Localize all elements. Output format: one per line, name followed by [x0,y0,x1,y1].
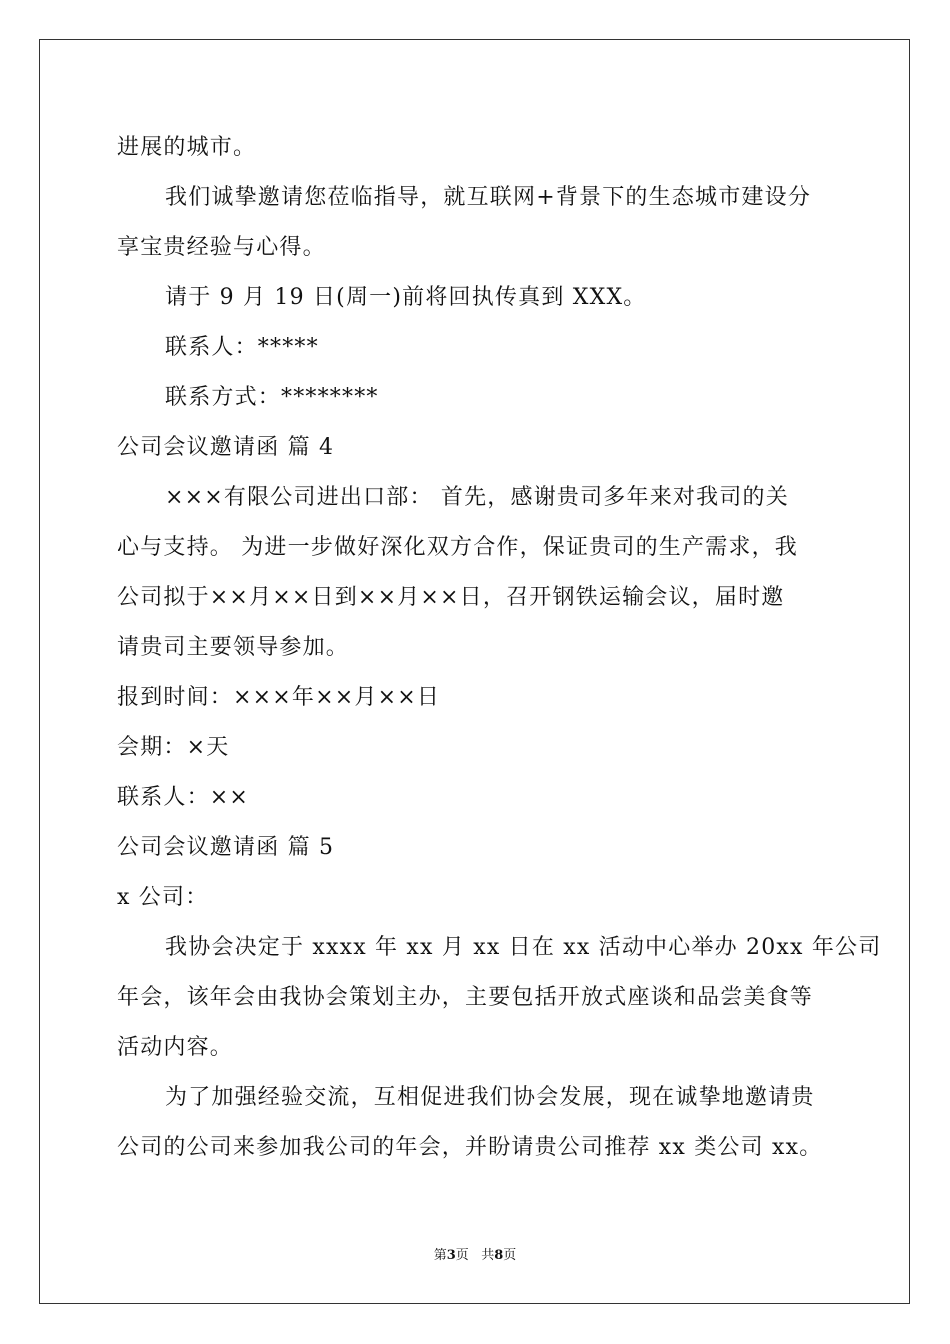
meeting-duration-line: 会期：×天 [117,735,230,760]
footer-page-unit: 页 [455,1248,469,1263]
paragraph-line: 活动内容。 [117,1035,234,1060]
footer-prefix: 第 [433,1248,447,1263]
total-pages-number: 8 [494,1248,504,1263]
paragraph-line: 年会，该年会由我协会策划主办，主要包括开放式座谈和品尝美食等 [117,985,814,1010]
section-heading: 公司会议邀请函 篇 4 [117,435,335,460]
contact-person-line: 联系人：***** [165,335,319,360]
paragraph-line: 为了加强经验交流，互相促进我们协会发展，现在诚挚地邀请贵 [165,1085,815,1110]
paragraph-line: 我协会决定于 xxxx 年 xx 月 xx 日在 xx 活动中心举办 20xx 年公司 [165,935,882,960]
salutation-line: x 公司： [117,885,209,910]
contact-method-line: 联系方式：******** [165,385,379,410]
footer-total-prefix: 共 [481,1248,495,1263]
paragraph-line: 进展的城市。 [117,135,257,160]
paragraph-line: 请于 9 月 19 日(周一)前将回执传真到 XXX。 [165,285,647,310]
section-heading: 公司会议邀请函 篇 5 [117,835,335,860]
current-page-number: 3 [446,1248,456,1263]
page-border [39,39,910,1304]
paragraph-line: 我们诚挚邀请您莅临指导，就互联网+背景下的生态城市建设分 [165,185,812,210]
paragraph-line: 享宝贵经验与心得。 [117,235,326,260]
report-time-line: 报到时间：×××年××月××日 [117,685,441,710]
paragraph-line: ×××有限公司进出口部： 首先，感谢贵司多年来对我司的关 [165,485,789,510]
paragraph-line: 公司的公司来参加我公司的年会，并盼请贵公司推荐 xx 类公司 xx。 [117,1135,823,1160]
paragraph-line: 公司拟于××月××日到××月××日，召开钢铁运输会议，届时邀 [117,585,785,610]
page-footer [0,1247,950,1265]
contact-person-line: 联系人：×× [117,785,250,810]
paragraph-line: 心与支持。 为进一步做好深化双方合作，保证贵司的生产需求，我 [117,535,798,560]
footer-total-unit: 页 [503,1248,517,1263]
paragraph-line: 请贵司主要领导参加。 [117,635,350,660]
